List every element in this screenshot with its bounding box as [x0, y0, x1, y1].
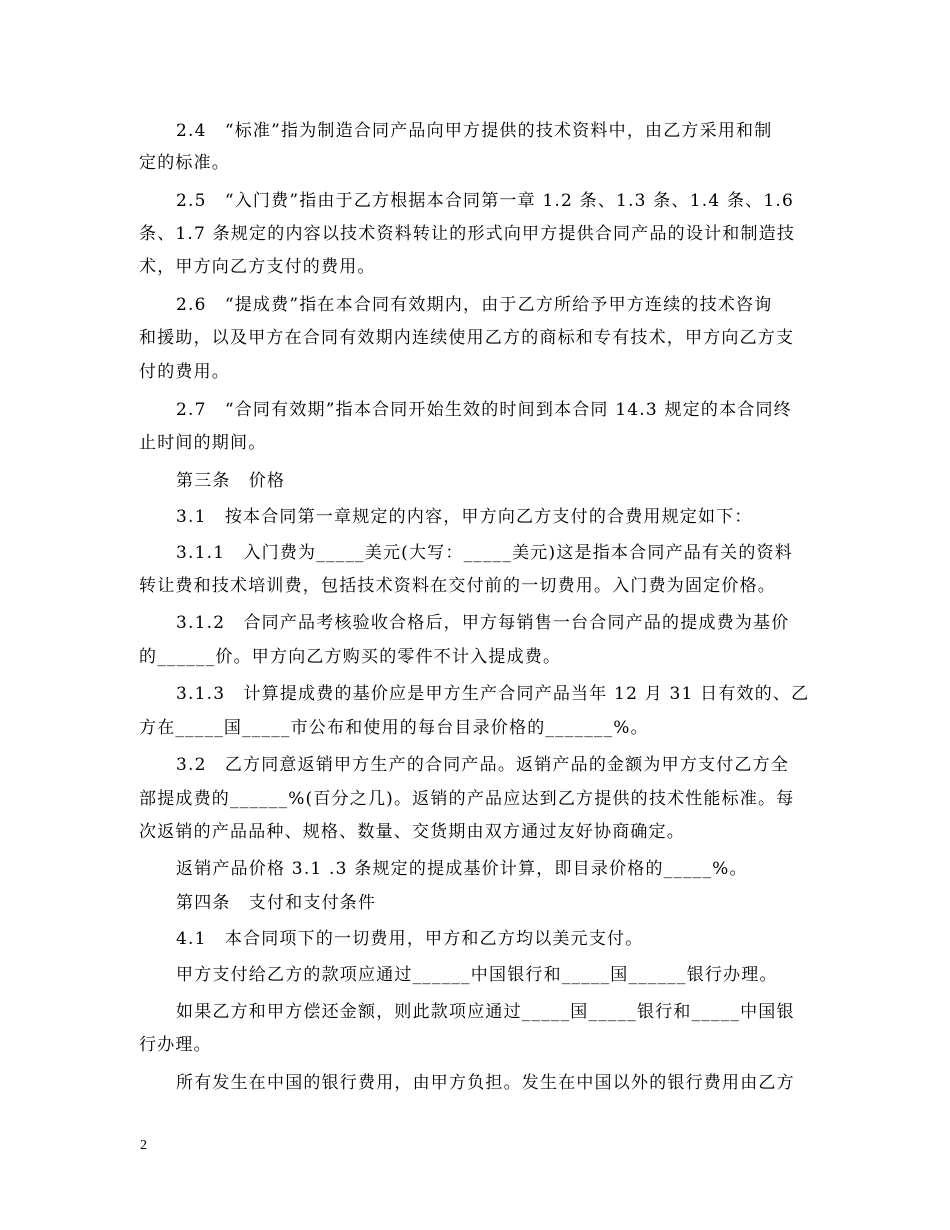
paragraph-line: 3.1.2 合同产品考核验收合格后，甲方每销售一台合同产品的提成费为基价	[176, 613, 790, 633]
paragraph-line: 行办理。	[139, 1035, 212, 1055]
paragraph-line: 部提成费的______%(百分之几)。返销的产品应达到乙方提供的技术性能标准。每	[139, 789, 795, 809]
paragraph-line: 3.1.1 入门费为_____美元(大写：_____美元)这是指本合同产品有关的资料	[176, 543, 793, 563]
paragraph-line: 定的标准。	[139, 153, 230, 173]
paragraph-line: 付的费用。	[139, 362, 230, 382]
paragraph-line: 2.7 “合同有效期”指本合同开始生效的时间到本合同 14.3 规定的本合同终	[176, 400, 792, 420]
paragraph-line: 和援助，以及甲方在合同有效期内连续使用乙方的商标和专有技术，甲方向乙方支	[139, 328, 795, 348]
paragraph-line: 所有发生在中国的银行费用，由甲方负担。发生在中国以外的银行费用由乙方	[176, 1073, 795, 1093]
paragraph-line: 2.5 “入门费”指由于乙方根据本合同第一章 1.2 条、1.3 条、1.4 条、1.6	[176, 191, 794, 211]
paragraph-line: 术，甲方向乙方支付的费用。	[139, 257, 376, 277]
paragraph-line: 的______价。甲方向乙方购买的零件不计入提成费。	[139, 647, 562, 667]
section-heading: 第四条 支付和支付条件	[176, 893, 377, 913]
paragraph-line: 2.4 “标准”指为制造合同产品向甲方提供的技术资料中，由乙方采用和制	[176, 121, 773, 141]
paragraph-line: 4.1 本合同项下的一切费用，甲方和乙方均以美元支付。	[176, 929, 644, 949]
paragraph-line: 3.1.3 计算提成费的基价应是甲方生产合同产品当年 12 月 31 日有效的、乙	[176, 684, 810, 704]
paragraph-line: 返销产品价格 3.1 .3 条规定的提成基价计算，即目录价格的_____%。	[176, 859, 748, 879]
paragraph-line: 3.1 按本合同第一章规定的内容，甲方向乙方支付的合费用规定如下：	[176, 507, 753, 527]
paragraph-line: 如果乙方和甲方偿还金额，则此款项应通过_____国_____银行和_____中国银	[176, 1002, 795, 1022]
paragraph-line: 转让费和技术培训费，包括技术资料在交付前的一切费用。入门费为固定价格。	[139, 576, 776, 596]
paragraph-line: 2.6 “提成费”指在本合同有效期内，由于乙方所给予甲方连续的技术咨询	[176, 295, 773, 315]
paragraph-line: 条、1.7 条规定的内容以技术资料转让的形式向甲方提供合同产品的设计和制造技	[139, 224, 796, 244]
paragraph-line: 止时间的期间。	[139, 433, 267, 453]
page-number: 2	[140, 1138, 147, 1153]
paragraph-line: 甲方支付给乙方的款项应通过______中国银行和_____国______银行办理。	[176, 965, 778, 985]
paragraph-line: 方在_____国_____市公布和使用的每台目录价格的_______%。	[139, 718, 649, 738]
paragraph-line: 次返销的产品品种、规格、数量、交货期由双方通过友好协商确定。	[139, 822, 685, 842]
section-heading: 第三条 价格	[176, 471, 286, 491]
paragraph-line: 3.2 乙方同意返销甲方生产的合同产品。返销产品的金额为甲方支付乙方全	[176, 755, 790, 775]
